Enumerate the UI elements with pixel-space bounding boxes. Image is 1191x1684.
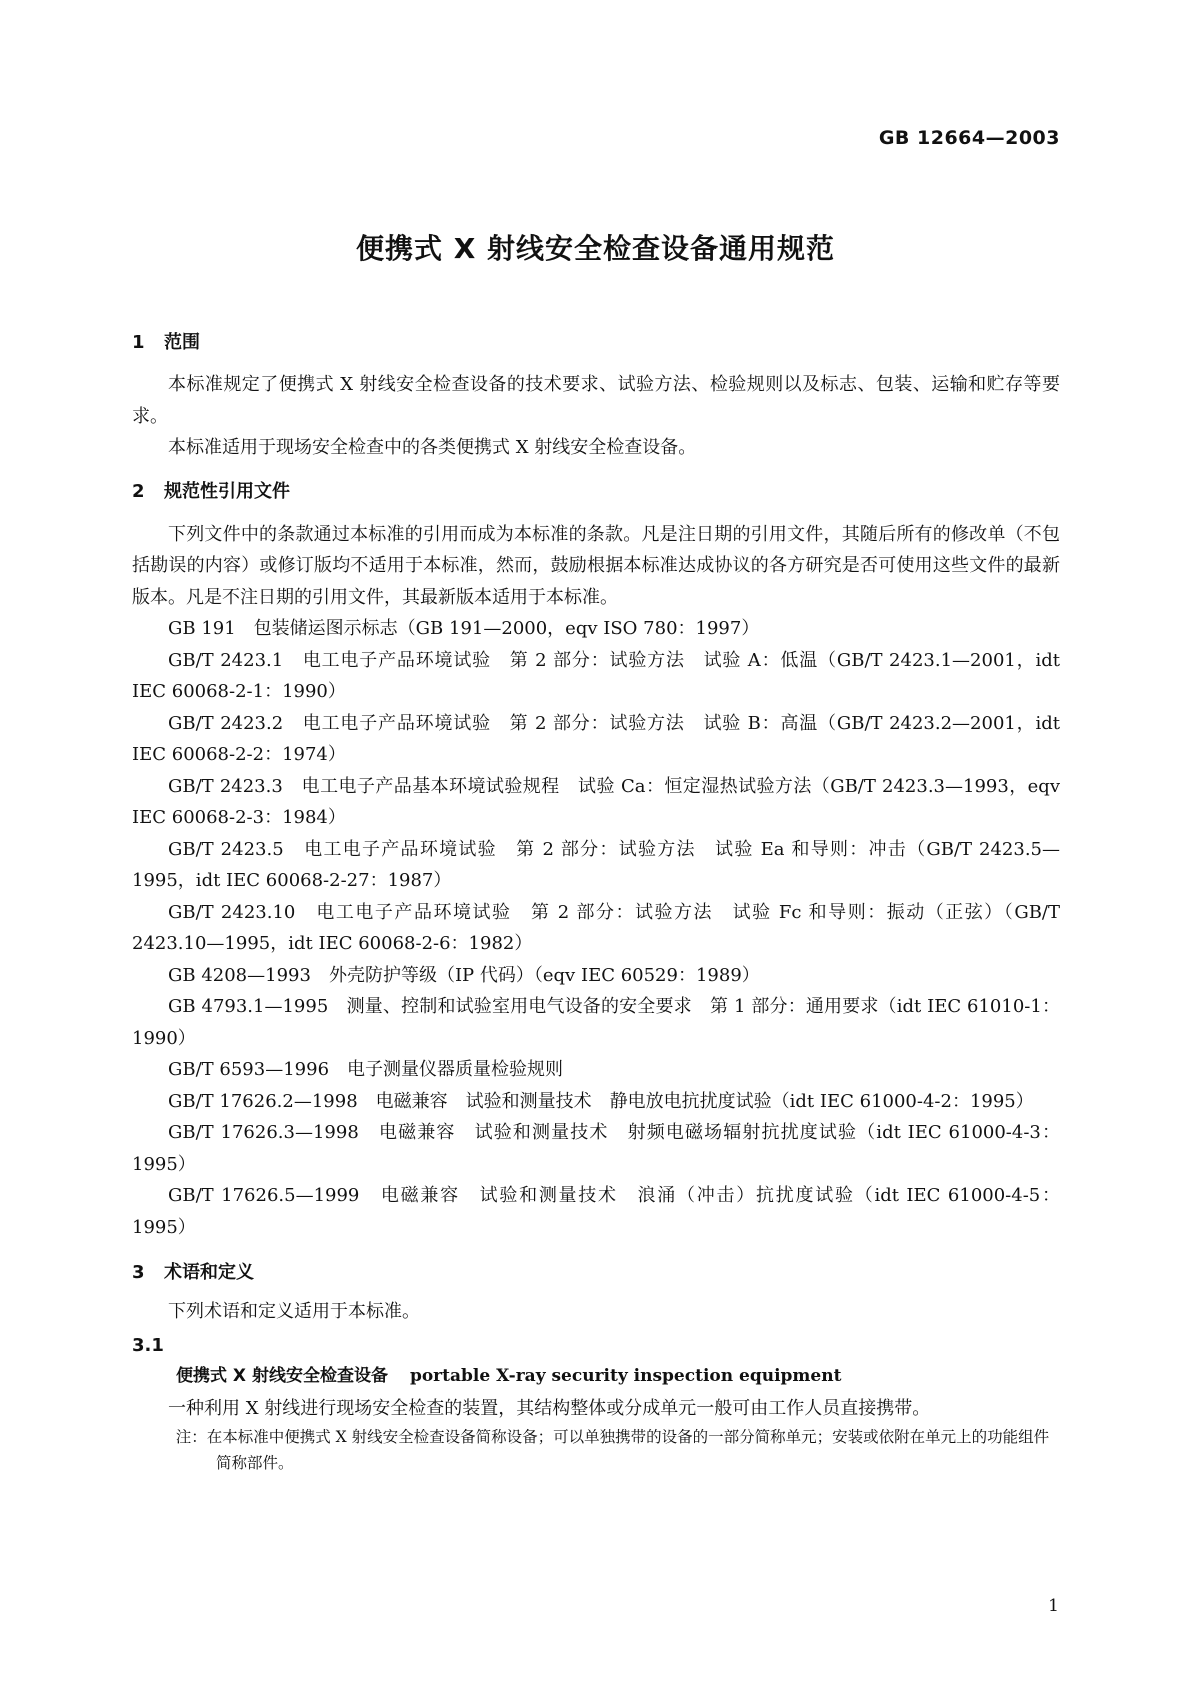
- reference-item: GB/T 17626.2—1998 电磁兼容 试验和测量技术 静电放电抗扰度试验（idt IEC 61000-4-2：1995）: [168, 1090, 1034, 1112]
- term-definition: 一种利用 X 射线进行现场安全检查的装置，其结构整体或分成单元一般可由工作人员直接携带。: [168, 1397, 931, 1419]
- reference-item: GB/T 17626.5—1999 电磁兼容 试验和测量技术 浪涌（冲击）抗扰度试验（idt IEC 61000-4-5：1995）: [132, 1185, 1060, 1238]
- section-title: 范围: [164, 332, 200, 353]
- section-number: 3: [132, 1262, 145, 1283]
- document-title: 便携式 X 射线安全检查设备通用规范: [355, 232, 836, 265]
- reference-item: GB 191 包装储运图示标志（GB 191—2000，eqv ISO 780：1997）: [168, 618, 760, 639]
- paragraph: 本标准适用于现场安全检查中的各类便携式 X 射线安全检查设备。: [168, 437, 697, 458]
- term-number: 3.1: [132, 1334, 164, 1356]
- term-entry: [132, 1361, 1060, 1393]
- section-number: 2: [132, 480, 145, 502]
- term-chinese: 便携式 X 射线安全检查设备: [176, 1366, 388, 1386]
- section-number: 1: [132, 332, 145, 353]
- reference-item: GB/T 17626.3—1998 电磁兼容 试验和测量技术 射频电磁场辐射抗扰度试验（idt IEC 61000-4-3：1995）: [132, 1122, 1060, 1175]
- section-1-heading: [132, 327, 1060, 358]
- page-number: 1: [1048, 1596, 1059, 1616]
- section-title: 规范性引用文件: [164, 480, 290, 502]
- term-english: portable X-ray security inspection equipment: [409, 1366, 842, 1386]
- section-title: 术语和定义: [164, 1262, 254, 1283]
- reference-item: GB/T 2423.10 电工电子产品环境试验 第 2 部分：试验方法 试验 Fc 和导则：振动（正弦）（GB/T 2423.10—1995，idt IEC 60068-2-6：1982）: [132, 901, 1060, 954]
- section-2-heading: [132, 476, 1060, 507]
- paragraph: 本标准规定了便携式 X 射线安全检查设备的技术要求、试验方法、检验规则以及标志、包装、运输和贮存等要求。: [132, 374, 1060, 427]
- document-body: [132, 327, 1060, 1476]
- term-note: 注：在本标准中便携式 X 射线安全检查设备简称设备；可以单独携带的设备的一部分简称单元；安装或依附在单元上的功能组件简称部件。: [175, 1428, 1050, 1472]
- reference-item: GB/T 2423.2 电工电子产品环境试验 第 2 部分：试验方法 试验 B：高温（GB/T 2423.2—2001，idt IEC 60068-2-2：1974）: [132, 712, 1060, 765]
- reference-item: GB/T 2423.3 电工电子产品基本环境试验规程 试验 Ca：恒定湿热试验方法（GB/T 2423.3—1993，eqv IEC 60068-2-3：1984）: [132, 775, 1060, 828]
- reference-item: GB 4793.1—1995 测量、控制和试验室用电气设备的安全要求 第 1 部分：通用要求（idt IEC 61010-1：1990）: [132, 996, 1060, 1049]
- section-3-heading: [132, 1257, 1060, 1288]
- reference-item: GB/T 6593—1996 电子测量仪器质量检验规则: [168, 1059, 564, 1080]
- standard-number: GB 12664—2003: [878, 127, 1060, 149]
- reference-item: GB 4208—1993 外壳防护等级（IP 代码）（eqv IEC 60529：1989）: [168, 964, 760, 986]
- paragraph: 下列文件中的条款通过本标准的引用而成为本标准的条款。凡是注日期的引用文件，其随后所有的修改单（不包括勘误的内容）或修订版均不适用于本标准，然而，鼓励根据本标准达成协议的各方研究是否可使用这些文件的最新版本。凡是不注日期的引用文件，其最新版本适用于本标准。: [132, 523, 1060, 608]
- reference-item: GB/T 2423.5 电工电子产品环境试验 第 2 部分：试验方法 试验 Ea 和导则：冲击（GB/T 2423.5—1995，idt IEC 60068-2-27：1987）: [132, 838, 1060, 891]
- paragraph: 下列术语和定义适用于本标准。: [168, 1301, 420, 1322]
- reference-item: GB/T 2423.1 电工电子产品环境试验 第 2 部分：试验方法 试验 A：低温（GB/T 2423.1—2001，idt IEC 60068-2-1：1990）: [132, 649, 1060, 702]
